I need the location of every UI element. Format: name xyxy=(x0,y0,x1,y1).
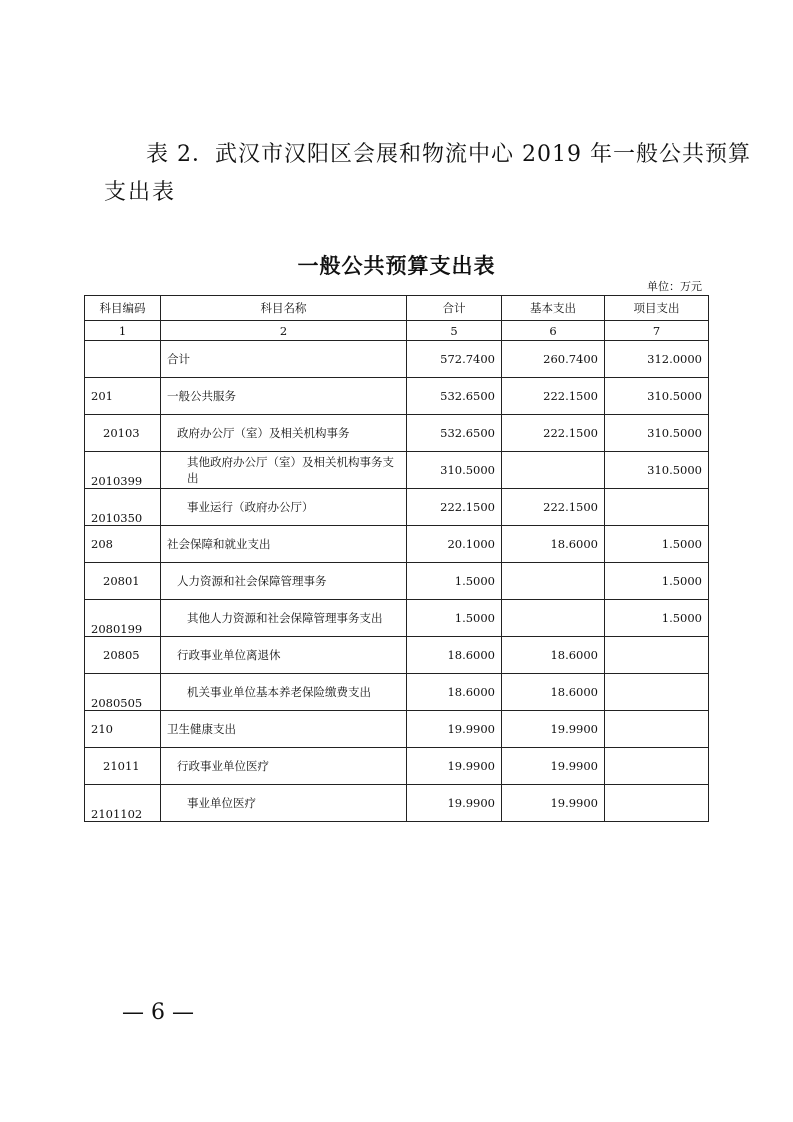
column-index: 1 xyxy=(85,321,161,341)
subject-code xyxy=(85,341,161,378)
page-number: — 6 — xyxy=(122,1000,194,1025)
project-amount: 312.0000 xyxy=(605,341,709,378)
project-amount: 310.5000 xyxy=(605,452,709,489)
column-header-code: 科目编码 xyxy=(85,296,161,321)
basic-amount: 19.9900 xyxy=(502,711,605,748)
table-row xyxy=(85,674,709,711)
column-index: 6 xyxy=(502,321,605,341)
subject-code: 20103 xyxy=(85,415,161,452)
total-amount: 19.9900 xyxy=(407,711,502,748)
subject-code: 2101102 xyxy=(85,785,161,822)
budget-table xyxy=(84,295,709,822)
subject-code: 20801 xyxy=(85,563,161,600)
subject-name: 政府办公厅（室）及相关机构事务 xyxy=(161,415,407,452)
subject-code: 208 xyxy=(85,526,161,563)
total-amount: 1.5000 xyxy=(407,563,502,600)
project-amount xyxy=(605,785,709,822)
total-amount: 20.1000 xyxy=(407,526,502,563)
subject-code: 210 xyxy=(85,711,161,748)
total-amount: 310.5000 xyxy=(407,452,502,489)
project-amount xyxy=(605,748,709,785)
subject-code: 2010350 xyxy=(85,489,161,526)
unit-label: 单位：万元 xyxy=(647,280,702,293)
total-amount: 19.9900 xyxy=(407,785,502,822)
basic-amount: 18.6000 xyxy=(502,637,605,674)
basic-amount: 222.1500 xyxy=(502,415,605,452)
basic-amount xyxy=(502,600,605,637)
table-row xyxy=(85,563,709,600)
header-row xyxy=(85,296,709,321)
column-header-name: 科目名称 xyxy=(161,296,407,321)
column-index: 7 xyxy=(605,321,709,341)
subject-code: 201 xyxy=(85,378,161,415)
project-amount xyxy=(605,674,709,711)
project-amount: 310.5000 xyxy=(605,378,709,415)
total-amount: 1.5000 xyxy=(407,600,502,637)
project-amount: 1.5000 xyxy=(605,600,709,637)
basic-amount xyxy=(502,563,605,600)
total-amount: 532.6500 xyxy=(407,415,502,452)
project-amount xyxy=(605,711,709,748)
subject-code: 21011 xyxy=(85,748,161,785)
basic-amount xyxy=(502,452,605,489)
subject-code: 2080505 xyxy=(85,674,161,711)
subject-name: 一般公共服务 xyxy=(161,378,407,415)
subject-name: 行政事业单位医疗 xyxy=(161,748,407,785)
table-title: 一般公共预算支出表 xyxy=(297,254,496,278)
column-index: 5 xyxy=(407,321,502,341)
basic-amount: 19.9900 xyxy=(502,748,605,785)
basic-amount: 18.6000 xyxy=(502,674,605,711)
table-row xyxy=(85,452,709,489)
project-amount: 1.5000 xyxy=(605,526,709,563)
table-row xyxy=(85,637,709,674)
document-heading xyxy=(104,136,751,212)
table-row xyxy=(85,711,709,748)
heading-line-2: 支出表 xyxy=(104,180,177,205)
project-amount: 310.5000 xyxy=(605,415,709,452)
subject-name: 卫生健康支出 xyxy=(161,711,407,748)
subject-name: 其他政府办公厅（室）及相关机构事务支出 xyxy=(161,452,407,489)
project-amount xyxy=(605,637,709,674)
column-index: 2 xyxy=(161,321,407,341)
total-amount: 572.7400 xyxy=(407,341,502,378)
total-amount: 18.6000 xyxy=(407,674,502,711)
subject-name: 机关事业单位基本养老保险缴费支出 xyxy=(161,674,407,711)
basic-amount: 19.9900 xyxy=(502,785,605,822)
table-row xyxy=(85,415,709,452)
project-amount xyxy=(605,489,709,526)
table-row xyxy=(85,341,709,378)
table-row xyxy=(85,489,709,526)
column-header-total: 合计 xyxy=(407,296,502,321)
subject-name: 事业单位医疗 xyxy=(161,785,407,822)
heading-line-1: 表 2．武汉市汉阳区会展和物流中心 2019 年一般公共预算 xyxy=(146,142,751,167)
table-row xyxy=(85,748,709,785)
basic-amount: 18.6000 xyxy=(502,526,605,563)
basic-amount: 222.1500 xyxy=(502,489,605,526)
subject-name: 事业运行（政府办公厅） xyxy=(161,489,407,526)
subject-code: 20805 xyxy=(85,637,161,674)
total-amount: 222.1500 xyxy=(407,489,502,526)
subject-name: 人力资源和社会保障管理事务 xyxy=(161,563,407,600)
basic-amount: 260.7400 xyxy=(502,341,605,378)
table-row xyxy=(85,378,709,415)
subject-code: 2010399 xyxy=(85,452,161,489)
total-amount: 19.9900 xyxy=(407,748,502,785)
subject-name: 合计 xyxy=(161,341,407,378)
subject-name: 社会保障和就业支出 xyxy=(161,526,407,563)
total-amount: 18.6000 xyxy=(407,637,502,674)
table-row xyxy=(85,526,709,563)
subject-code: 2080199 xyxy=(85,600,161,637)
table-row xyxy=(85,600,709,637)
subject-name: 其他人力资源和社会保障管理事务支出 xyxy=(161,600,407,637)
subject-name: 行政事业单位离退休 xyxy=(161,637,407,674)
table-row xyxy=(85,785,709,822)
index-row xyxy=(85,321,709,341)
basic-amount: 222.1500 xyxy=(502,378,605,415)
column-header-project: 项目支出 xyxy=(605,296,709,321)
project-amount: 1.5000 xyxy=(605,563,709,600)
column-header-basic: 基本支出 xyxy=(502,296,605,321)
total-amount: 532.6500 xyxy=(407,378,502,415)
